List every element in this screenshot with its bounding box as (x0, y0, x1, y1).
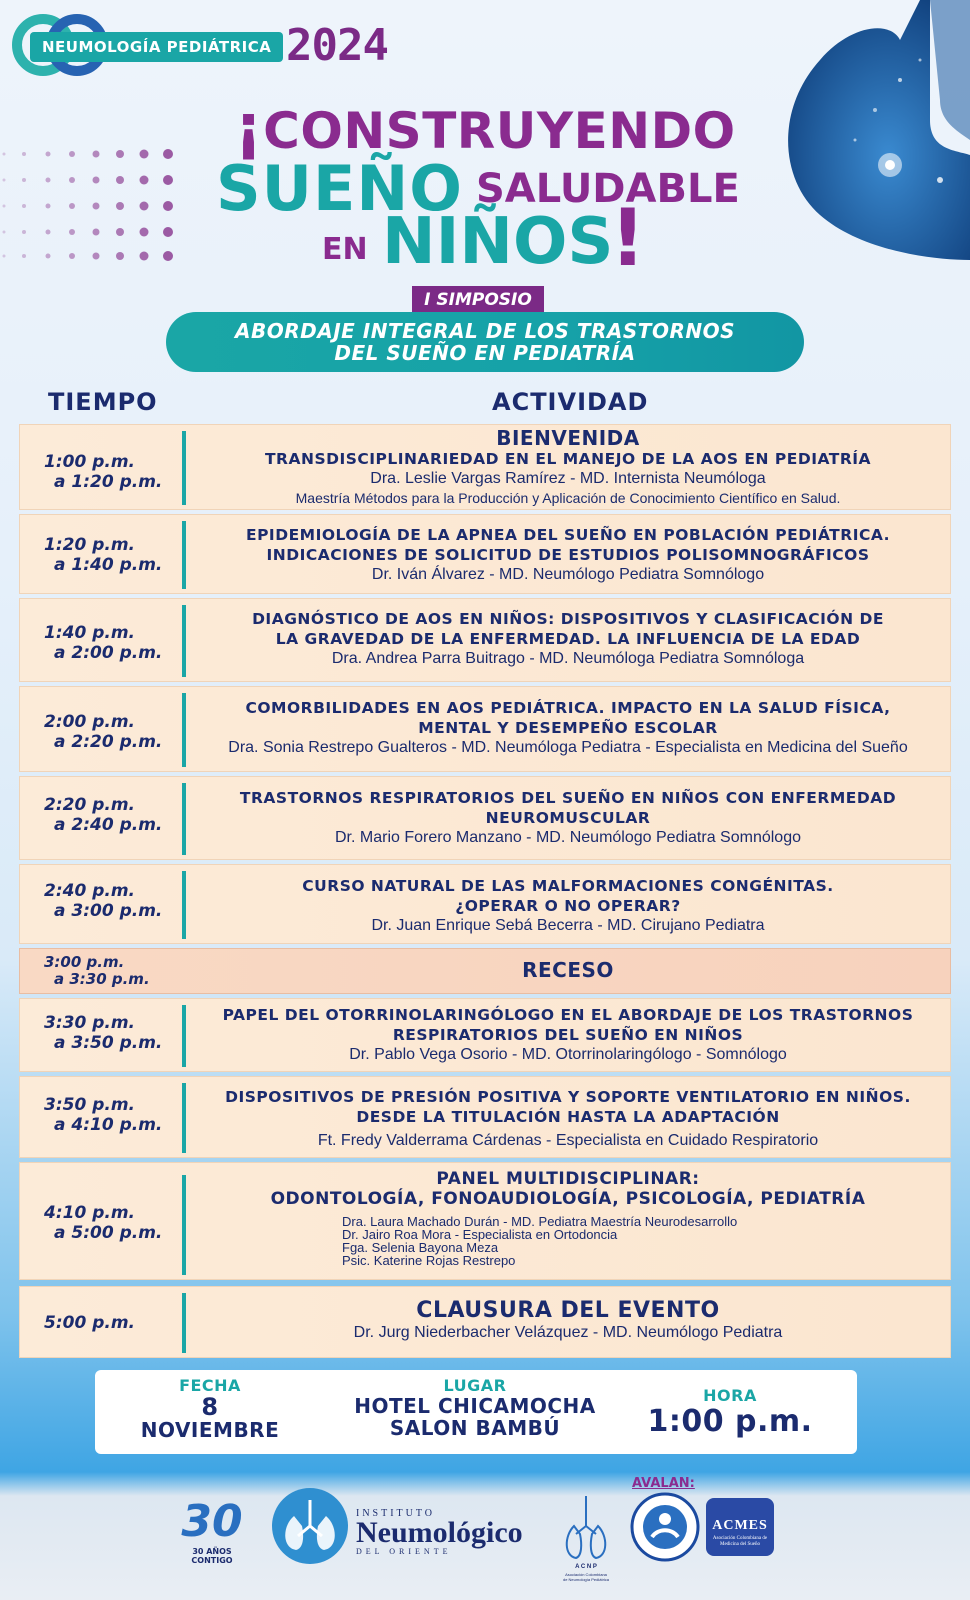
row-time-end: a 4:10 p.m. (54, 1115, 163, 1135)
row-time (44, 881, 194, 921)
schedule-row (19, 686, 951, 772)
panel-member: Dr. Jairo Roa Mora - Especialista en Ortodoncia (342, 1227, 618, 1242)
info-date (135, 1376, 285, 1441)
schedule-row (19, 864, 951, 944)
row-divider (182, 1175, 186, 1275)
row-time (44, 452, 194, 492)
endorsed-by-label: AVALAN: (632, 1476, 695, 1491)
institute-lungs-icon (270, 1486, 350, 1566)
row-title: TRANSDISCIPLINARIEDAD EN EL MANEJO DE LA AOS EN PEDIATRÍA (264, 450, 872, 468)
info-date-month: NOVIEMBRE (140, 1418, 280, 1442)
row-time-start: 4:10 p.m. (44, 1203, 136, 1223)
info-date-label: FECHA (179, 1376, 241, 1395)
row-activity (190, 525, 946, 585)
acnp-logo-icon (548, 1486, 624, 1586)
row-divider (182, 1005, 186, 1067)
row-activity (190, 1005, 946, 1065)
anniversary-number: 30 (181, 1496, 243, 1547)
acmes-logo (706, 1498, 774, 1556)
row-time (44, 535, 194, 575)
schedule-row (19, 1162, 951, 1280)
row-divider (182, 521, 186, 589)
row-time-start: 5:00 p.m. (44, 1313, 136, 1333)
schedule-row (19, 424, 951, 510)
row-time-end: a 3:50 p.m. (54, 1033, 163, 1053)
panel-list (190, 1215, 946, 1267)
title-bang-close: ! (610, 194, 646, 284)
row-speaker: Dra. Leslie Vargas Ramírez - MD. Internista Neumóloga (370, 470, 766, 487)
row-speaker: Dr. Juan Enrique Sebá Becerra - MD. Cirujano Pediatra (371, 917, 765, 934)
row-heading: BIENVENIDA (496, 426, 640, 450)
subtitle-line-2: DEL SUEÑO EN PEDIATRÍA (334, 341, 636, 365)
row-time (44, 1203, 194, 1243)
row-title-2: MENTAL Y DESEMPEÑO ESCOLAR (418, 719, 718, 737)
row-title-2: INDICACIONES DE SOLICITUD DE ESTUDIOS POLISOMNOGRÁFICOS (266, 546, 870, 564)
institute-name-main: Neumológico (356, 1516, 523, 1549)
panel-member: Psic. Katerine Rojas Restrepo (342, 1253, 516, 1268)
row-time-start: 3:50 p.m. (44, 1095, 136, 1115)
info-place (345, 1376, 605, 1439)
row-divider (182, 783, 186, 855)
row-speaker: Dra. Sonia Restrepo Gualteros - MD. Neumóloga Pediatra - Especialista en Medicina del Sueño (228, 739, 908, 756)
column-header-activity: ACTIVIDAD (492, 388, 649, 416)
simposio-badge: I SIMPOSIO (412, 286, 544, 314)
schedule-row (19, 998, 951, 1072)
acmes-name: ACMES (712, 1518, 768, 1533)
footer-logos (0, 1468, 970, 1600)
row-activity (190, 698, 946, 758)
row-activity (190, 1299, 946, 1343)
row-time-start: 1:00 p.m. (44, 452, 136, 472)
row-speaker-credential: Maestría Métodos para la Producción y Aplicación de Conocimiento Científico en Salud. (295, 490, 841, 506)
row-speaker: Dr. Mario Forero Manzano - MD. Neumólogo Pediatra Somnólogo (335, 829, 801, 846)
schedule-row (19, 1076, 951, 1158)
row-title-2: NEUROMUSCULAR (485, 809, 651, 827)
brand-label: NEUMOLOGÍA PEDIÁTRICA (30, 32, 283, 62)
row-time-start: 3:00 p.m. (44, 953, 125, 971)
row-time (44, 712, 194, 752)
row-divider (182, 1293, 186, 1353)
row-activity (190, 876, 946, 936)
row-title-2: LA GRAVEDAD DE LA ENFERMEDAD. LA INFLUENCIA DE LA EDAD (275, 630, 861, 648)
row-time-start: 2:40 p.m. (44, 881, 136, 901)
info-place-line-1: HOTEL CHICAMOCHA (354, 1394, 596, 1418)
row-time-start: 3:30 p.m. (44, 1013, 136, 1033)
title-bang-open: ¡ (234, 90, 264, 163)
row-activity (190, 788, 946, 848)
title-sueno: SUEÑO (216, 152, 463, 225)
anniversary-logo (172, 1496, 252, 1565)
row-divider (182, 605, 186, 677)
row-title-2: ¿OPERAR O NO OPERAR? (455, 897, 681, 915)
anniversary-text: 30 AÑOS CONTIGO (191, 1547, 233, 1565)
row-title-2: DESDE LA TITULACIÓN HASTA LA ADAPTACIÓN (356, 1108, 780, 1126)
row-time-end: a 1:40 p.m. (54, 555, 163, 575)
row-time-end: a 5:00 p.m. (54, 1223, 163, 1243)
row-time (44, 795, 194, 835)
row-title: DISPOSITIVOS DE PRESIÓN POSITIVA Y SOPORTE VENTILATORIO EN NIÑOS. (225, 1088, 911, 1106)
row-time-start: 1:20 p.m. (44, 535, 136, 555)
row-title-2: ODONTOLOGÍA, FONOAUDIOLOGÍA, PSICOLOGÍA, PEDIATRÍA (270, 1189, 866, 1209)
row-speaker: Dr. Jurg Niederbacher Velázquez - MD. Neumólogo Pediatra (353, 1324, 783, 1341)
subtitle-line-1: ABORDAJE INTEGRAL DE LOS TRASTORNOS (235, 319, 735, 343)
row-speaker: Dr. Pablo Vega Osorio - MD. Otorrinolaringólogo - Somnólogo (349, 1046, 787, 1063)
schedule-row-break (19, 948, 951, 994)
column-header-time: TIEMPO (48, 388, 158, 416)
info-hour-value: 1:00 p.m. (647, 1404, 813, 1439)
schedule-row (19, 776, 951, 860)
event-year: 2024 (286, 20, 388, 71)
schedule-row (19, 598, 951, 682)
row-title: PANEL MULTIDISCIPLINAR: (436, 1169, 700, 1189)
svg-text:A C N P: A C N P (575, 1564, 597, 1570)
row-divider (182, 693, 186, 767)
row-time-end: a 3:00 p.m. (54, 901, 163, 921)
row-time-start: 1:40 p.m. (44, 623, 136, 643)
row-title: EPIDEMIOLOGÍA DE LA APNEA DEL SUEÑO EN POBLACIÓN PEDIÁTRICA. (245, 526, 891, 544)
title-saludable: SALUDABLE (476, 166, 740, 212)
row-time-start: 2:00 p.m. (44, 712, 136, 732)
info-place-label: LUGAR (443, 1376, 507, 1395)
row-time-end: a 3:30 p.m. (54, 970, 150, 988)
row-activity (190, 959, 946, 981)
subtitle-banner (166, 312, 804, 372)
row-activity (190, 609, 946, 669)
row-divider (182, 1083, 186, 1153)
title-construyendo: CONSTRUYENDO (263, 102, 736, 160)
panel-member: Dra. Laura Machado Durán - MD. Pediatra Maestría Neurodesarrollo (342, 1214, 738, 1229)
info-date-day: 8 (201, 1393, 219, 1421)
svg-text:de Neumología Pediátrica: de Neumología Pediátrica (562, 1577, 610, 1582)
row-speaker: Dr. Iván Álvarez - MD. Neumólogo Pediatra Somnólogo (371, 566, 765, 583)
row-time (44, 1013, 194, 1053)
panel-member: Fga. Selenia Bayona Meza (342, 1240, 499, 1255)
decorative-dots-icon (0, 148, 175, 263)
row-divider (182, 431, 186, 505)
row-title: DIAGNÓSTICO DE AOS EN NIÑOS: DISPOSITIVOS Y CLASIFICACIÓN DE (252, 610, 884, 628)
schedule-row (19, 1286, 951, 1358)
row-time (44, 1095, 194, 1135)
row-activity (190, 1087, 946, 1151)
row-time (44, 954, 194, 988)
acmes-subtitle: Asociación Colombiana de Medicina del Sueño (712, 1536, 768, 1547)
info-hour-label: HORA (703, 1386, 757, 1405)
row-time (44, 623, 194, 663)
row-activity (190, 1169, 946, 1267)
row-time-end: a 2:20 p.m. (54, 732, 163, 752)
row-heading: RECESO (522, 958, 614, 982)
row-speaker: Ft. Fredy Valderrama Cárdenas - Especialista en Cuidado Respiratorio (317, 1132, 819, 1149)
event-info-box (95, 1370, 857, 1454)
info-place-line-2: SALON BAMBÚ (389, 1416, 561, 1440)
row-title-2: RESPIRATORIOS DEL SUEÑO EN NIÑOS (392, 1026, 744, 1044)
row-time-end: a 2:40 p.m. (54, 815, 163, 835)
schedule-row (19, 514, 951, 594)
scn-seal-icon (630, 1492, 700, 1562)
row-speaker: Dra. Andrea Parra Buitrago - MD. Neumóloga Pediatra Somnóloga (331, 650, 805, 667)
row-activity (190, 427, 946, 507)
row-heading: CLAUSURA DEL EVENTO (416, 1298, 720, 1323)
row-time-end: a 2:00 p.m. (54, 643, 163, 663)
row-time (44, 1313, 194, 1333)
institute-name (356, 1508, 523, 1556)
title-line-1 (0, 90, 970, 163)
row-title: COMORBILIDADES EN AOS PEDIÁTRICA. IMPACTO EN LA SALUD FÍSICA, (245, 699, 891, 717)
row-title: TRASTORNOS RESPIRATORIOS DEL SUEÑO EN NIÑOS CON ENFERMEDAD (239, 789, 897, 807)
institute-name-top: INSTITUTO (356, 1508, 436, 1519)
institute-name-bottom: DEL ORIENTE (356, 1547, 452, 1556)
row-divider (182, 871, 186, 939)
title-ninos: NIÑOS (382, 205, 614, 279)
svg-text:Asociación Colombiana: Asociación Colombiana (565, 1572, 607, 1577)
row-title: CURSO NATURAL DE LAS MALFORMACIONES CONGÉNITAS. (302, 877, 834, 895)
row-title: PAPEL DEL OTORRINOLARINGÓLOGO EN EL ABORDAJE DE LOS TRASTORNOS (222, 1006, 914, 1024)
info-hour (645, 1386, 815, 1439)
row-time-start: 2:20 p.m. (44, 795, 136, 815)
title-en: EN (322, 232, 368, 267)
row-time-end: a 1:20 p.m. (54, 472, 163, 492)
